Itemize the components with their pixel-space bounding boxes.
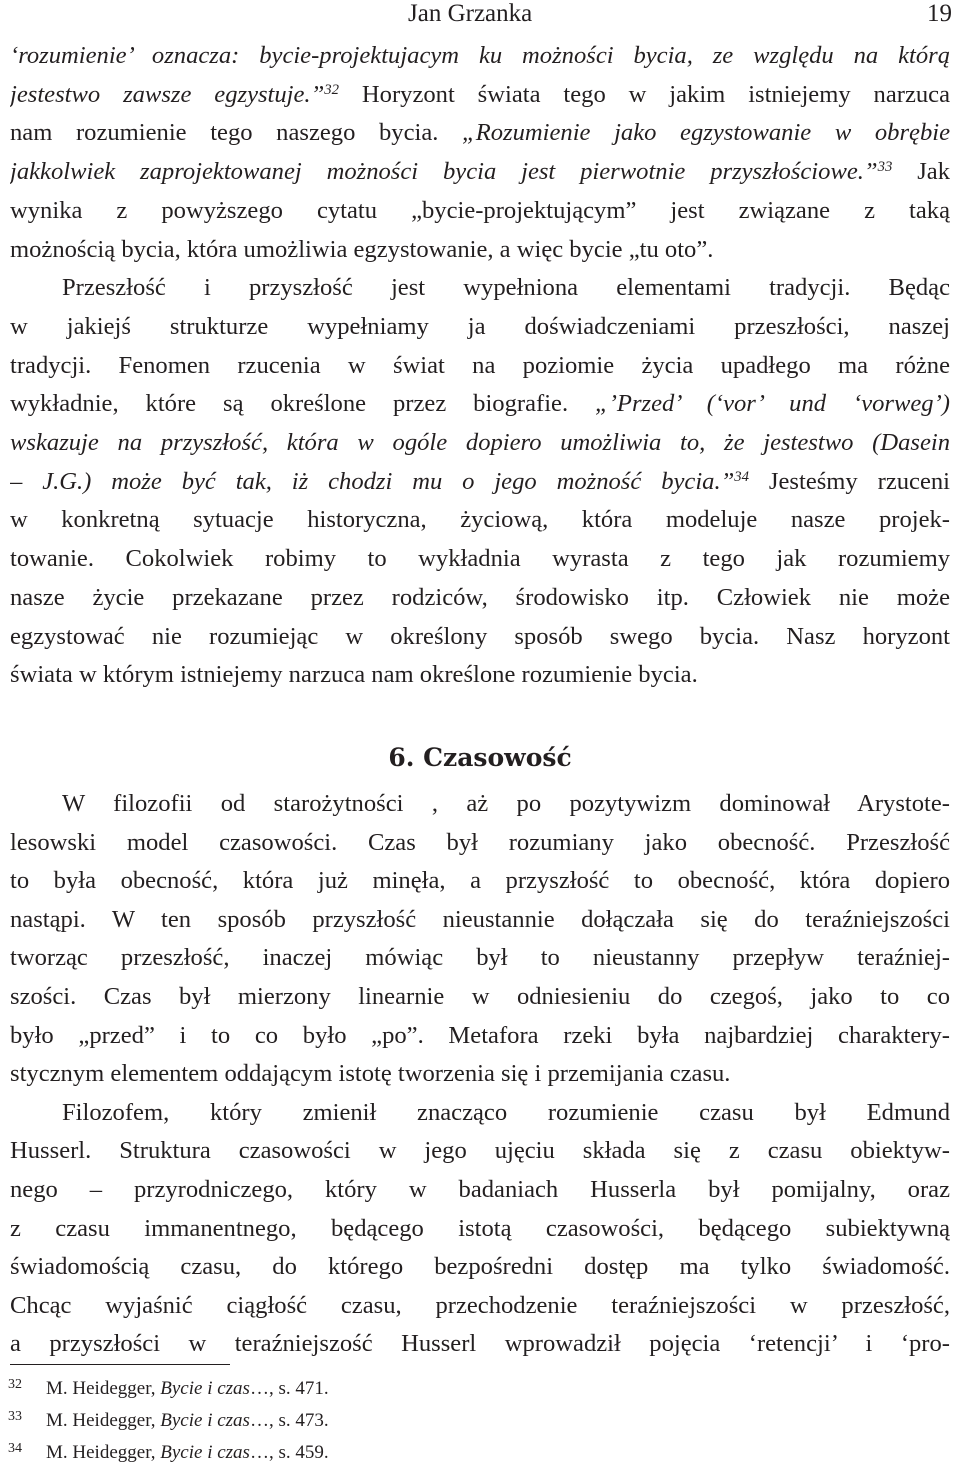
footnote-text: [46, 1374, 329, 1404]
text-line: [10, 1135, 950, 1167]
text-segment: nam rozumienie tego naszego bycia.: [10, 119, 463, 147]
text-segment: Jak: [892, 158, 950, 186]
footnote: [0, 1374, 960, 1404]
text-segment: wynika z powyższego cytatu „bycie-projektującym” jest związane z taką: [10, 196, 950, 224]
text-line: [10, 981, 950, 1013]
text-line: [10, 427, 950, 459]
text-segment: szości. Czas był mierzony linearnie w odniesieniu do czegoś, jako to co: [10, 983, 950, 1010]
section-heading: 6. Czasowość: [388, 743, 572, 772]
text-segment: Horyzont świata tego w jakim istniejemy narzuca: [339, 80, 950, 108]
footnote-ref: 33: [877, 158, 893, 175]
text-segment: Filozofem, który zmienił znacząco rozumienie czasu był Edmund: [62, 1098, 950, 1126]
text-line: [10, 942, 950, 974]
footnote-pages: …, s. 473.: [249, 1410, 329, 1431]
text-line: [10, 1251, 950, 1283]
text-segment: jakkolwiek zaprojektowanej możności bycia jest pierwotnie przyszłościowe.”: [10, 158, 878, 186]
text-line: [10, 195, 950, 227]
text-segment: w jakiejś strukturze wypełniamy ja doświadczeniami przeszłości, naszej: [10, 312, 950, 340]
running-head: Jan Grzanka: [408, 0, 533, 27]
text-segment: Przeszłość i przyszłość jest wypełniona elementami tradycji. Będąc: [62, 274, 950, 302]
footnote-text: [46, 1406, 329, 1436]
text-line: [10, 388, 950, 420]
text-segment: w konkretną sytuacje historyczna, życiową, która modeluje nasze projek-: [10, 506, 950, 534]
text-segment: tradycji. Fenomen rzucenia w świat na poziomie życia upadłego ma różne: [10, 351, 950, 379]
text-segment: Chcąc wyjaśnić ciągłość czasu, przechodzenie teraźniejszości w przeszłość,: [10, 1291, 950, 1319]
text-segment: wykładnie, które są określone przez biografie.: [10, 390, 596, 418]
text-segment: „’Przed’ (‘vor’ und ‘vorweg’): [595, 390, 950, 418]
text-line: [10, 1058, 950, 1090]
text-segment: stycznym elementem oddającym istotę tworzenia się i przemijania czasu.: [10, 1060, 731, 1088]
text-line: [10, 827, 950, 859]
text-line: [10, 156, 950, 188]
text-segment: wskazuje na przyszłość, która w ogóle dopiero umożliwia to, że jestestwo (Dasein: [10, 429, 950, 456]
text-line: [62, 788, 950, 820]
text-segment: z czasu immanentnego, będącego istotą czasowości, będącego subiektywną: [10, 1214, 950, 1242]
text-line: [10, 1020, 950, 1052]
text-line: [10, 659, 950, 691]
text-line: [10, 504, 950, 536]
footnote-author: M. Heidegger,: [46, 1410, 161, 1431]
text-segment: nego – przyrodniczego, który w badaniach Husserla był pomijalny, oraz: [10, 1176, 950, 1203]
text-segment: możnością bycia, która umożliwia egzystowanie, a więc bycie „tu oto”.: [10, 235, 714, 263]
text-line: [10, 621, 950, 653]
page-number: 19: [927, 0, 952, 27]
text-line: [10, 466, 950, 498]
text-segment: towanie. Cokolwiek robimy to wykładnia wyrasta z tego jak rozumiemy: [10, 545, 950, 573]
footnote-number: 33: [8, 1409, 22, 1424]
footnote-rule: [10, 1364, 230, 1365]
text-segment: lesowski model czasowości. Czas był rozumiany jako obecność. Przeszłość: [10, 828, 950, 856]
text-segment: było „przed” i to co było „po”. Metafora rzeki była najbardziej charaktery-: [10, 1021, 950, 1049]
text-line: [10, 117, 950, 149]
text-line: [10, 350, 950, 382]
text-line: [10, 1290, 950, 1322]
footnote: [0, 1406, 960, 1436]
text-segment: tworząc przeszłość, inaczej mówiąc był to nieustanny przepływ teraźniej-: [10, 944, 950, 972]
footnote: [0, 1438, 960, 1468]
text-segment: „Rozumienie jako egzystowanie w obrębie: [462, 119, 950, 147]
footnote-title: Bycie i czas: [160, 1442, 250, 1463]
footnote-author: M. Heidegger,: [46, 1378, 161, 1399]
text-line: [10, 79, 950, 111]
text-segment: – J.G.) może być tak, iż chodzi mu o jego możność bycia.”: [10, 467, 735, 495]
text-segment: Jesteśmy rzuceni: [749, 467, 950, 495]
text-line: [62, 1097, 950, 1129]
footnote-author: M. Heidegger,: [46, 1442, 161, 1463]
text-segment: Husserl. Struktura czasowości w jego ujęciu składa się z czasu obiektyw-: [10, 1137, 950, 1165]
text-segment: ‘rozumienie’ oznacza: bycie-projektujacym ku możności bycia, ze względu na którą: [10, 42, 950, 69]
text-line: [10, 1328, 950, 1360]
footnote-pages: …, s. 459.: [249, 1442, 329, 1463]
text-segment: świata w którym istniejemy narzuca nam określone rozumienie bycia.: [10, 661, 698, 689]
text-segment: to była obecność, która już minęła, a przyszłość to obecność, która dopiero: [10, 867, 950, 895]
text-segment: świadomością czasu, do którego bezpośredni dostęp ma tylko świadomość.: [10, 1253, 950, 1281]
text-segment: jestestwo zawsze egzystuje.”: [10, 80, 325, 108]
text-line: [10, 311, 950, 343]
footnote-text: [46, 1438, 329, 1468]
text-line: [10, 543, 950, 575]
text-line: [10, 1213, 950, 1245]
text-segment: nastąpi. W ten sposób przyszłość nieustannie dołączała się do teraźniejszości: [10, 905, 950, 933]
text-line: [10, 582, 950, 614]
text-segment: nasze życie przekazane przez rodziców, środowisko itp. Człowiek nie może: [10, 583, 950, 611]
text-segment: W filozofii od starożytności , aż po pozytywizm dominował Arystote-: [62, 790, 950, 817]
text-segment: a przyszłości w teraźniejszość Husserl wprowadził pojęcia ‘retencji’ i ‘pro-: [10, 1330, 950, 1358]
text-line: [10, 865, 950, 897]
text-line: [10, 904, 950, 936]
text-line: [10, 1174, 950, 1206]
text-line: [62, 272, 950, 304]
text-line: [10, 234, 950, 266]
footnote-title: Bycie i czas: [160, 1378, 250, 1399]
footnote-ref: 34: [734, 468, 750, 485]
footnote-pages: …, s. 471.: [249, 1378, 329, 1399]
footnote-number: 34: [8, 1441, 22, 1456]
page-header: [0, 0, 960, 34]
text-segment: egzystować nie rozumiejąc w określony sposób swego bycia. Nasz horyzont: [10, 622, 950, 650]
footnote-title: Bycie i czas: [160, 1410, 250, 1431]
text-line: [10, 40, 950, 72]
footnote-number: 32: [8, 1377, 22, 1392]
footnote-ref: 32: [324, 81, 340, 98]
